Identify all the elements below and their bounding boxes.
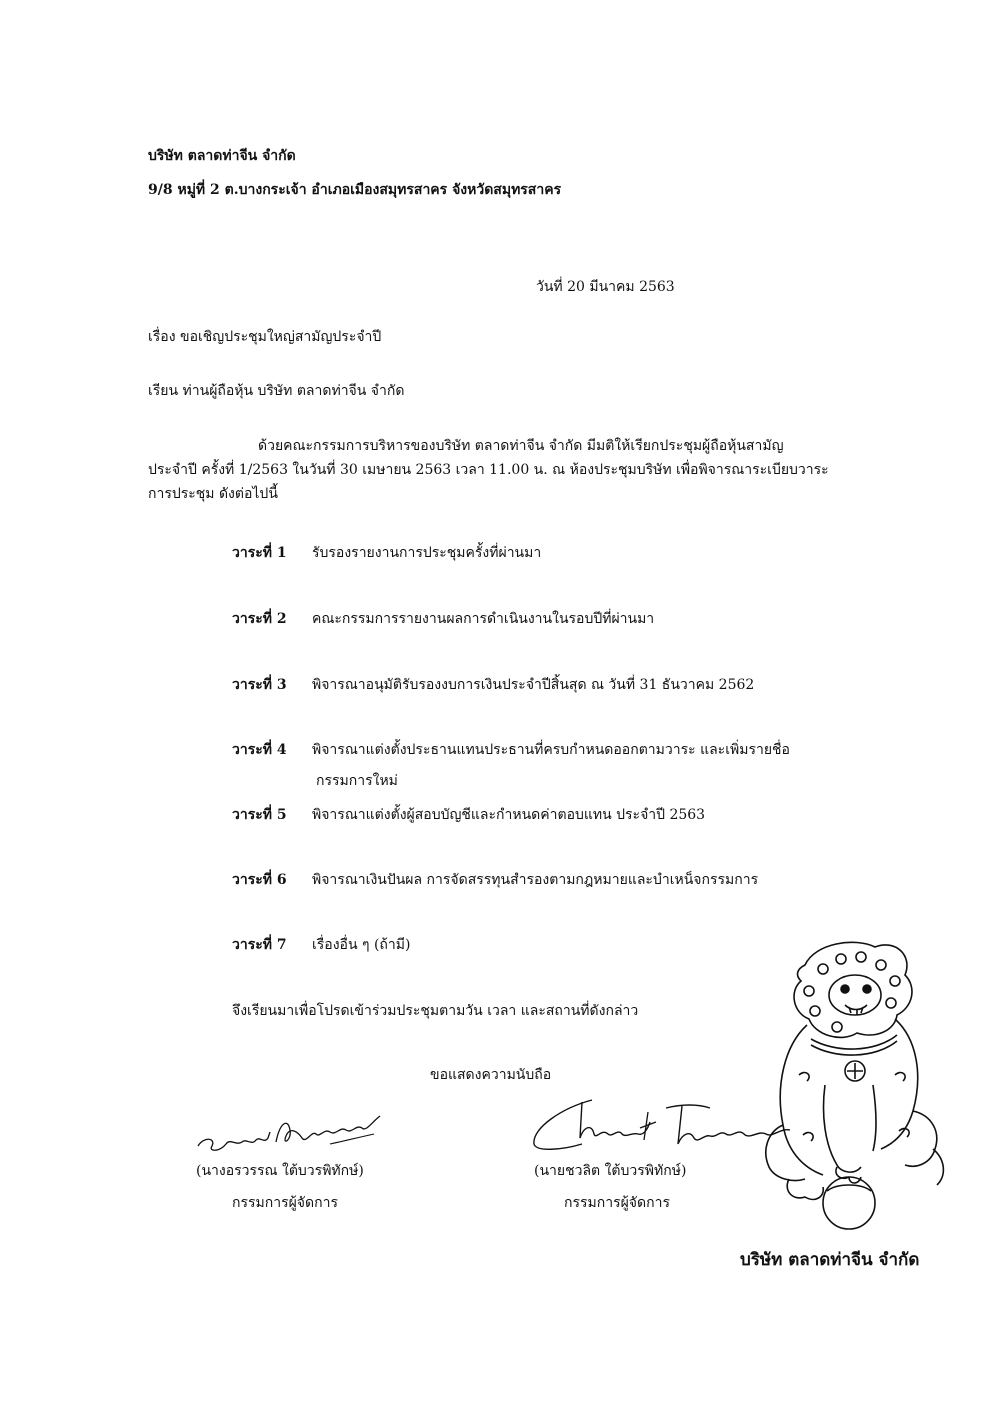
body-line-1: ด้วยคณะกรรมการบริหารของบริษัท ตลาดท่าจีน จำกัด มีมติให้เรียกประชุมผู้ถือหุ้นสามัญ [258,438,784,454]
agenda-item-6 [232,869,758,891]
agenda-text: พิจารณาแต่งตั้งประธานแทนประธานที่ครบกำหนดออกตามวาระ และเพิ่มรายชื่อ [312,742,790,758]
regards-line: ขอแสดงความนับถือ [430,1067,552,1083]
letter-body [148,434,868,506]
agenda-number: วาระที่ 3 [232,677,287,693]
agenda-number: วาระที่ 7 [232,937,287,953]
agenda-number: วาระที่ 6 [232,872,287,888]
signatory-left-name: (นางอรวรรณ ใต้บวรพิทักษ์) [196,1163,364,1179]
body-line-3: การประชุม ดังต่อไปนี้ [148,486,278,502]
company-address: 9/8 หมู่ที่ 2 ต.บางกระเจ้า อำเภอเมืองสมุทรสาคร จังหวัดสมุทรสาคร [148,182,562,198]
agenda-number: วาระที่ 2 [232,611,287,627]
company-seal-lion-icon [745,935,955,1235]
agenda-text: พิจารณาอนุมัติรับรองงบการเงินประจำปีสิ้นสุด ณ วันที่ 31 ธันวาคม 2562 [312,677,755,693]
agenda-item-4-continuation: กรรมการใหม่ [316,773,398,789]
closing-sentence: จึงเรียนมาเพื่อโปรดเข้าร่วมประชุมตามวัน เวลา และสถานที่ดังกล่าว [232,1003,639,1019]
agenda-item-5 [232,804,705,826]
agenda-item-4 [232,739,790,761]
agenda-number: วาระที่ 1 [232,545,287,561]
agenda-text: รับรองรายงานการประชุมครั้งที่ผ่านมา [312,545,542,561]
stamp-caption: บริษัท ตลาดท่าจีน จำกัด [740,1250,920,1270]
agenda-text: คณะกรรมการรายงานผลการดำเนินงานในรอบปีที่ผ่านมา [312,611,655,627]
company-name: บริษัท ตลาดท่าจีน จำกัด [148,148,296,164]
agenda-text: เรื่องอื่น ๆ (ถ้ามี) [312,937,411,953]
letter-recipient: เรียน ท่านผู้ถือหุ้น บริษัท ตลาดท่าจีน จำกัด [148,383,405,399]
agenda-number: วาระที่ 5 [232,807,287,823]
left-signature [190,1108,390,1160]
agenda-text: พิจารณาแต่งตั้งผู้สอบบัญชีและกำหนดค่าตอบแทน ประจำปี 2563 [312,807,706,823]
agenda-item-7 [232,934,410,956]
agenda-item-2 [232,608,654,630]
agenda-item-1 [232,542,541,564]
letter-date: วันที่ 20 มีนาคม 2563 [536,279,675,295]
signatory-right-name: (นายชวลิต ใต้บวรพิทักษ์) [534,1163,687,1179]
agenda-text: พิจารณาเงินปันผล การจัดสรรทุนสำรองตามกฎหมายและบำเหน็จกรรมการ [312,872,759,888]
signatory-left-role: กรรมการผู้จัดการ [232,1195,338,1211]
agenda-item-3 [232,674,754,696]
agenda-number: วาระที่ 4 [232,742,287,758]
letter-subject: เรื่อง ขอเชิญประชุมใหญ่สามัญประจำปี [148,329,382,345]
signatory-right-role: กรรมการผู้จัดการ [564,1195,670,1211]
body-line-2: ประจำปี ครั้งที่ 1/2563 ในวันที่ 30 เมษายน 2563 เวลา 11.00 น. ณ ห้องประชุมบริษัท เพื่อพิจารณาระเบียบวาระ [148,462,829,478]
